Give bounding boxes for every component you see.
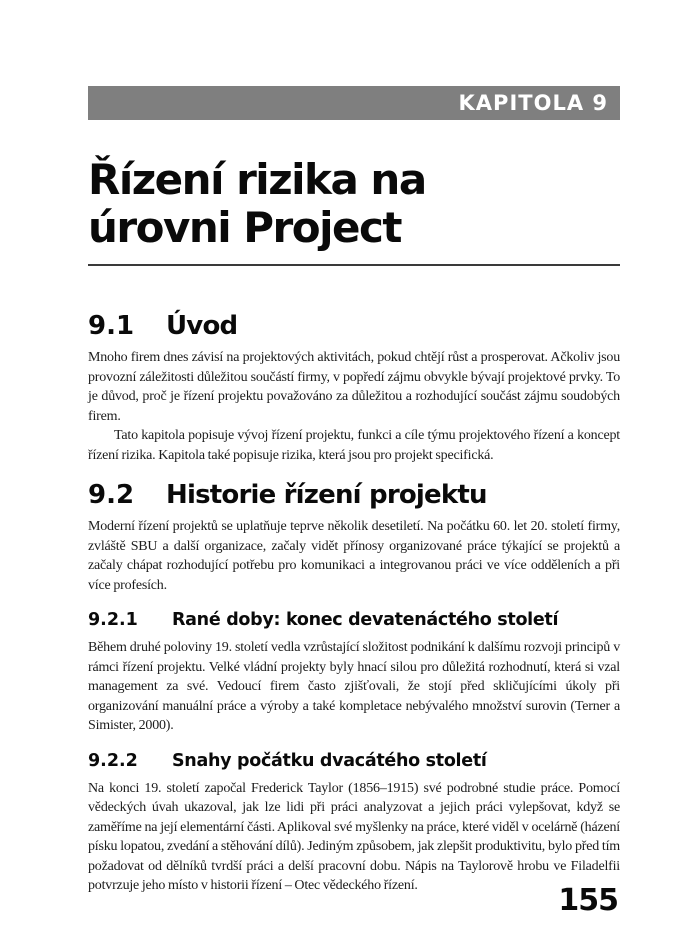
chapter-title	[88, 156, 620, 252]
chapter-title-line-1: Řízení rizika na	[88, 155, 426, 204]
section-title: Historie řízení projektu	[166, 480, 487, 510]
section-heading-9-2	[88, 479, 620, 511]
paragraph: Tato kapitola popisuje vývoj řízení projektu, funkci a cíle týmu projektového řízení a koncept řízení rizika. Kapitola také popisuje rizika, která jsou pro projekt specifická.	[88, 428, 620, 463]
paragraph: Moderní řízení projektů se uplatňuje teprve několik desetiletí. Na počátku 60. let 20. století firmy, zvláště SBU a další organizace, začaly vidět přínosy organizované práce týkající se projektů a začaly chápat rozhodující potřebu pro komunikaci a integrovanou práci ve více odděleních a při více profesích.	[88, 519, 620, 593]
title-divider-rule	[88, 264, 620, 266]
paragraph: Mnoho firem dnes závisí na projektových aktivitách, pokud chtějí růst a prosperovat. Ačkoliv jsou provozní záležitosti důležitou součástí firmy, v popředí zájmu obvykle bývají projektové prvky. To je důvod, proč je řízení projektu považováno za důležitou a rozhodující součást zájmu soudobých firem.	[88, 350, 620, 424]
subsection-title: Rané doby: konec devatenáctého století	[172, 610, 559, 630]
chapter-badge: KAPITOLA 9	[88, 86, 620, 120]
subsection-heading-9-2-1	[88, 608, 620, 632]
section-number: 9.2	[88, 480, 135, 510]
subsection-number: 9.2.1	[88, 610, 138, 630]
section-title: Úvod	[166, 311, 238, 341]
paragraph: Na konci 19. století započal Frederick Taylor (1856–1915) své podrobné studie práce. Pomocí vědeckých úvah ukazoval, jak lze lidi při práci analyzovat a jejich práci vylepšovat, když se zaměříme na její elementární části. Aplikoval své myšlenky na práce, které viděl v ocelárně (házení písku lopatou, zvedání a stěhování dílů). Jediným způsobem, jak zlepšit produktivitu, bylo před tím požadovat od dělníků tvrdší práci a delší pracovní dobu. Nápis na Taylorově hrobu ve Filadelfii potvrzuje jeho místo v historii řízení – Otec vědeckého řízení.	[88, 780, 620, 893]
subsection-title: Snahy počátku dvacátého století	[172, 750, 487, 771]
chapter-title-line-2: úrovni Project	[88, 203, 401, 252]
subsection-number: 9.2.2	[88, 750, 138, 771]
subsection-heading-9-2-2	[88, 749, 620, 773]
paragraph: Během druhé poloviny 19. století vedla vzrůstající složitost podnikání k dalšímu rozvoji principů v rámci řízení projektu. Velké vládní projekty byly hnací silou pro důležitá rozhodnutí, která si vzal management za své. Vedoucí firem často zjišťovali, že stojí před skličujícími úkoly při organizování manuální práce a výroby a také kompletace nebývalého množství surovin (Terner a Simister, 2000).	[88, 640, 620, 733]
section-heading-9-1	[88, 310, 620, 342]
page-number: 155	[558, 883, 618, 918]
section-number: 9.1	[88, 311, 135, 341]
page-content	[88, 0, 620, 896]
